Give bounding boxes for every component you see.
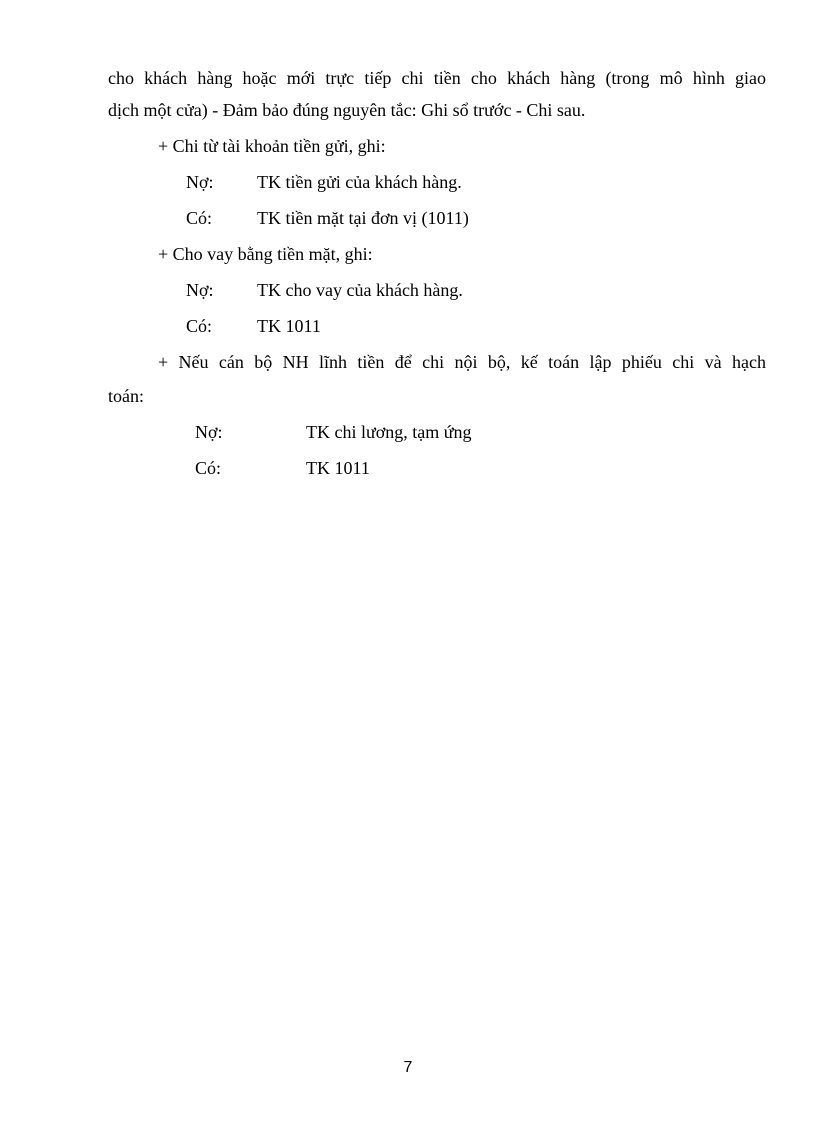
paragraph-line-1: cho khách hàng hoặc mới trực tiếp chi tiền cho khách hàng (trong mô hình giao — [108, 68, 766, 88]
debit-value: TK chi lương, tạm ứng — [306, 422, 472, 442]
debit-value: TK cho vay của khách hàng. — [257, 280, 463, 300]
credit-value: TK 1011 — [257, 316, 321, 336]
item2-heading: + Cho vay bằng tiền mặt, ghi: — [158, 244, 373, 264]
debit-label: Nợ: — [195, 422, 223, 442]
credit-value: TK tiền mặt tại đơn vị (1011) — [257, 208, 469, 228]
debit-label: Nợ: — [186, 172, 214, 192]
debit-value: TK tiền gửi của khách hàng. — [257, 172, 462, 192]
credit-value: TK 1011 — [306, 458, 370, 478]
paragraph-line-2: dịch một cửa) - Đảm bảo đúng nguyên tắc: Ghi sổ trước - Chi sau. — [108, 100, 586, 120]
credit-label: Có: — [186, 316, 213, 336]
item1-heading: + Chi từ tài khoản tiền gửi, ghi: — [158, 136, 386, 156]
credit-label: Có: — [186, 208, 213, 228]
page-number: 7 — [403, 1059, 413, 1076]
credit-label: Có: — [195, 458, 222, 478]
item3-line-1: + Nếu cán bộ NH lĩnh tiền để chi nội bộ, kế toán lập phiếu chi và hạch — [158, 352, 766, 372]
item3-line-2: toán: — [108, 386, 144, 406]
debit-label: Nợ: — [186, 280, 214, 300]
